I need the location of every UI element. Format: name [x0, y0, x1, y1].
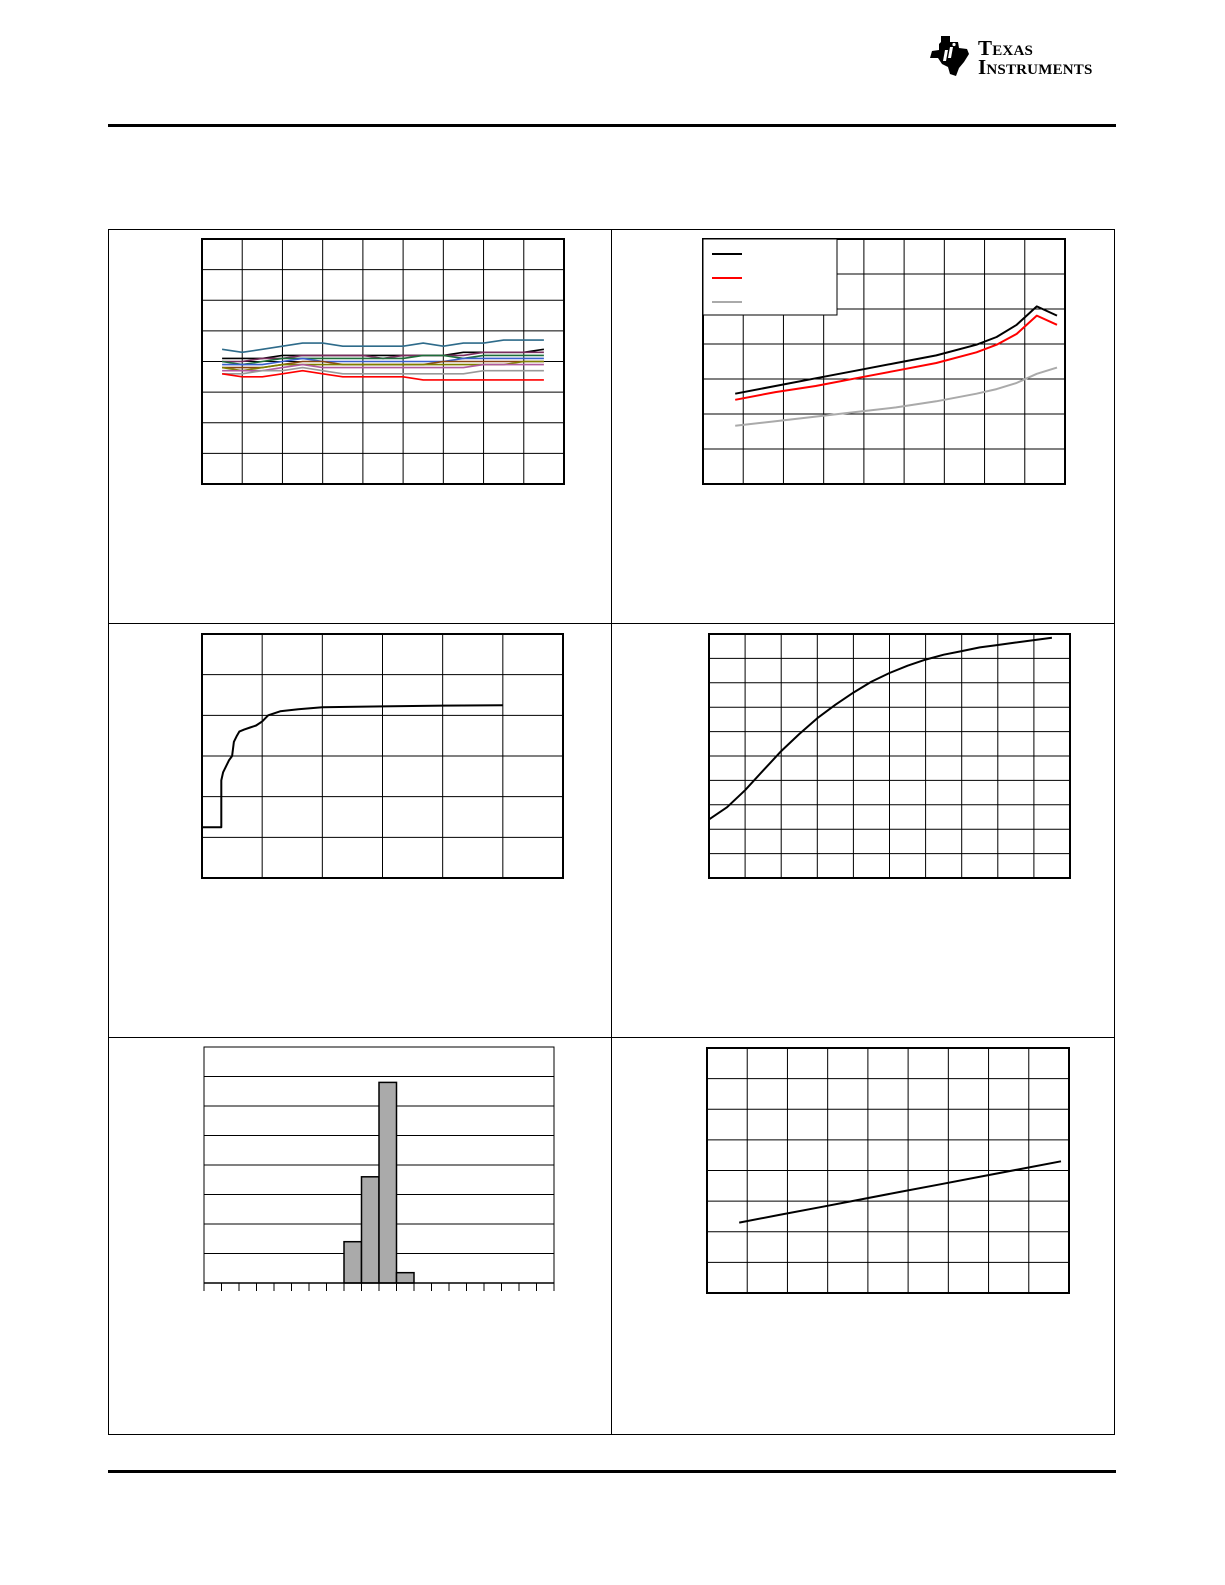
histogram-bar-12	[397, 1273, 415, 1283]
figure-row-divider-2	[108, 1037, 1115, 1038]
chart-3	[201, 633, 569, 883]
chart-4	[708, 633, 1076, 883]
figure-row-divider-1	[108, 623, 1115, 624]
ti-state-icon	[928, 34, 972, 78]
chart-5	[203, 1046, 563, 1300]
ti-logo	[928, 32, 1118, 84]
chart-2	[702, 238, 1072, 488]
histogram-bar-10	[362, 1177, 380, 1283]
histogram-bar-11	[379, 1082, 397, 1283]
company-name-line2: Instruments	[978, 55, 1093, 79]
histogram-bar-9	[344, 1242, 362, 1283]
figure-column-divider	[611, 229, 612, 1435]
footer-rule	[108, 1470, 1116, 1473]
company-name-line1: Texas	[978, 36, 1034, 60]
chart-1	[201, 238, 569, 488]
header-rule	[108, 124, 1116, 127]
chart-6	[706, 1047, 1076, 1297]
